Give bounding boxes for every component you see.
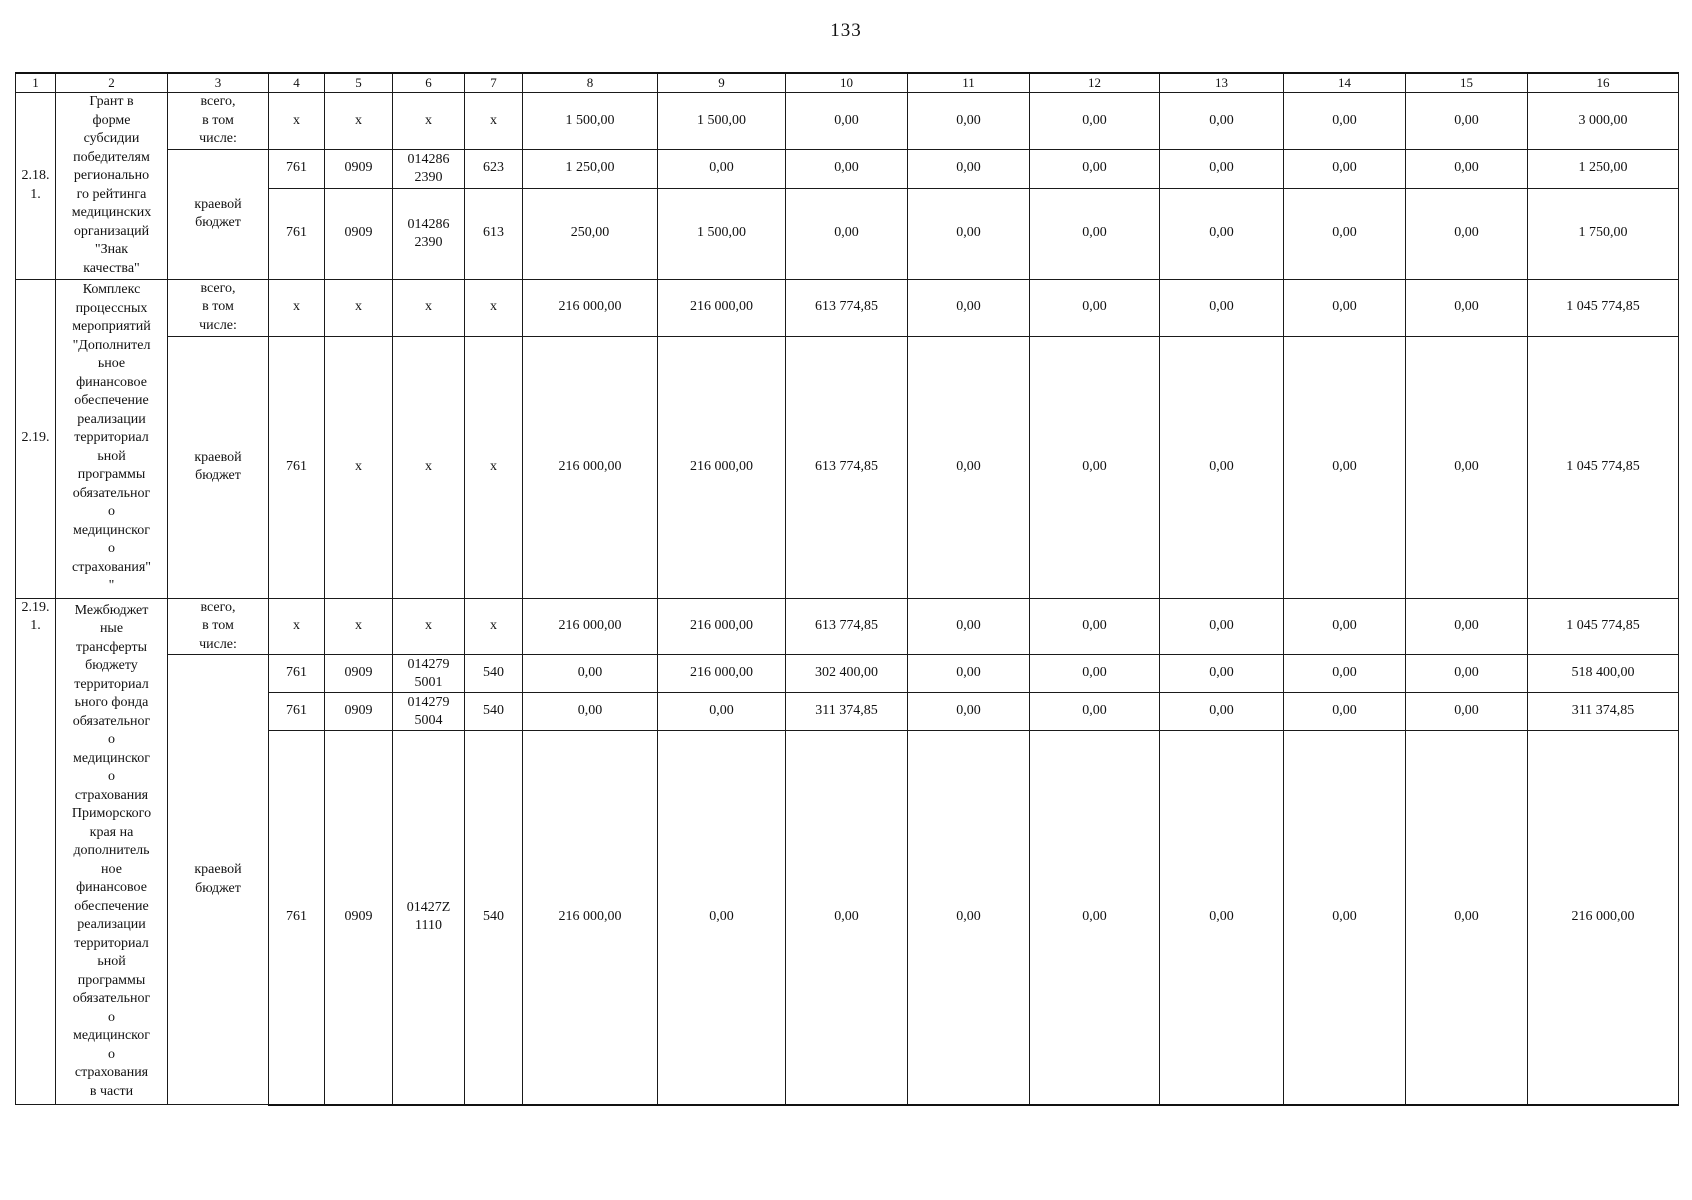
amount-cell: 311 374,85 xyxy=(1528,693,1679,731)
amount-cell: 0,00 xyxy=(1284,149,1406,188)
table-cell: x xyxy=(325,93,393,150)
amount-cell: 250,00 xyxy=(523,188,658,279)
table-cell: x xyxy=(325,336,393,598)
column-number: 11 xyxy=(908,73,1030,93)
table-cell: 761 xyxy=(269,149,325,188)
column-number: 12 xyxy=(1030,73,1160,93)
amount-cell: 0,00 xyxy=(1284,731,1406,1105)
target-article-code: 014279 5001 xyxy=(393,655,465,693)
amount-cell: 1 045 774,85 xyxy=(1528,279,1679,336)
table-cell: x xyxy=(465,336,523,598)
amount-cell: 0,00 xyxy=(786,188,908,279)
amount-cell: 0,00 xyxy=(658,693,786,731)
amount-cell: 0,00 xyxy=(1284,598,1406,655)
amount-cell: 0,00 xyxy=(1160,149,1284,188)
table-cell: x xyxy=(393,279,465,336)
column-number: 14 xyxy=(1284,73,1406,93)
amount-cell: 0,00 xyxy=(908,655,1030,693)
amount-cell: 0,00 xyxy=(1030,731,1160,1105)
column-number: 7 xyxy=(465,73,523,93)
funding-source: краевой бюджет xyxy=(168,655,269,1105)
table-cell: 761 xyxy=(269,731,325,1105)
amount-cell: 0,00 xyxy=(1160,336,1284,598)
table-cell: x xyxy=(269,93,325,150)
amount-cell: 0,00 xyxy=(786,731,908,1105)
amount-cell: 311 374,85 xyxy=(786,693,908,731)
amount-cell: 0,00 xyxy=(1030,188,1160,279)
amount-cell: 0,00 xyxy=(523,655,658,693)
amount-cell: 0,00 xyxy=(908,93,1030,150)
table-cell: 0909 xyxy=(325,149,393,188)
amount-cell: 0,00 xyxy=(1030,93,1160,150)
measure-name: Грант в форме субсидии победителям регионально го рейтинга медицинских организаций "Знак качества" xyxy=(56,93,168,280)
table-cell: x xyxy=(325,279,393,336)
amount-cell: 0,00 xyxy=(1030,598,1160,655)
page-number: 133 xyxy=(830,20,862,41)
amount-cell: 216 000,00 xyxy=(658,598,786,655)
column-number: 5 xyxy=(325,73,393,93)
amount-cell: 613 774,85 xyxy=(786,598,908,655)
amount-cell: 0,00 xyxy=(908,693,1030,731)
amount-cell: 0,00 xyxy=(1160,93,1284,150)
amount-cell: 1 500,00 xyxy=(658,188,786,279)
amount-cell: 613 774,85 xyxy=(786,336,908,598)
funding-source: краевой бюджет xyxy=(168,336,269,598)
table-row xyxy=(16,149,1679,188)
amount-cell: 0,00 xyxy=(1160,693,1284,731)
table-cell: x xyxy=(465,93,523,150)
funding-source: краевой бюджет xyxy=(168,149,269,279)
amount-cell: 0,00 xyxy=(1160,279,1284,336)
table-row xyxy=(16,279,1679,336)
amount-cell: 0,00 xyxy=(1160,731,1284,1105)
column-number: 16 xyxy=(1528,73,1679,93)
table-cell: 540 xyxy=(465,731,523,1105)
amount-cell: 3 000,00 xyxy=(1528,93,1679,150)
table-cell: 613 xyxy=(465,188,523,279)
column-number: 13 xyxy=(1160,73,1284,93)
funding-source: всего, в том числе: xyxy=(168,279,269,336)
amount-cell: 216 000,00 xyxy=(523,279,658,336)
target-article-code: 014279 5004 xyxy=(393,693,465,731)
amount-cell: 0,00 xyxy=(1030,336,1160,598)
table-row xyxy=(16,598,1679,655)
amount-cell: 0,00 xyxy=(658,731,786,1105)
amount-cell: 0,00 xyxy=(1406,598,1528,655)
amount-cell: 0,00 xyxy=(1406,731,1528,1105)
table-cell: 761 xyxy=(269,188,325,279)
amount-cell: 0,00 xyxy=(1030,655,1160,693)
column-number: 3 xyxy=(168,73,269,93)
table-cell: x xyxy=(465,279,523,336)
amount-cell: 1 045 774,85 xyxy=(1528,598,1679,655)
column-number: 15 xyxy=(1406,73,1528,93)
amount-cell: 0,00 xyxy=(908,336,1030,598)
amount-cell: 0,00 xyxy=(1030,693,1160,731)
amount-cell: 0,00 xyxy=(908,598,1030,655)
amount-cell: 0,00 xyxy=(908,188,1030,279)
amount-cell: 1 250,00 xyxy=(1528,149,1679,188)
amount-cell: 0,00 xyxy=(908,731,1030,1105)
amount-cell: 216 000,00 xyxy=(523,336,658,598)
table-row xyxy=(16,655,1679,693)
column-number: 6 xyxy=(393,73,465,93)
budget-table xyxy=(15,72,1679,1106)
table-row xyxy=(16,336,1679,598)
amount-cell: 0,00 xyxy=(1284,188,1406,279)
funding-source: всего, в том числе: xyxy=(168,598,269,655)
amount-cell: 1 045 774,85 xyxy=(1528,336,1679,598)
amount-cell: 0,00 xyxy=(1406,336,1528,598)
amount-cell: 0,00 xyxy=(1406,93,1528,150)
amount-cell: 0,00 xyxy=(523,693,658,731)
amount-cell: 0,00 xyxy=(786,93,908,150)
table-cell: x xyxy=(465,598,523,655)
amount-cell: 0,00 xyxy=(908,149,1030,188)
table-cell: 761 xyxy=(269,336,325,598)
target-article-code: 014286 2390 xyxy=(393,188,465,279)
amount-cell: 0,00 xyxy=(786,149,908,188)
amount-cell: 0,00 xyxy=(1030,279,1160,336)
table-cell: x xyxy=(269,279,325,336)
amount-cell: 216 000,00 xyxy=(658,336,786,598)
amount-cell: 216 000,00 xyxy=(1528,731,1679,1105)
amount-cell: 0,00 xyxy=(1406,279,1528,336)
amount-cell: 0,00 xyxy=(1284,655,1406,693)
amount-cell: 1 500,00 xyxy=(658,93,786,150)
column-number: 2 xyxy=(56,73,168,93)
table-cell: 540 xyxy=(465,693,523,731)
table-cell: 540 xyxy=(465,655,523,693)
amount-cell: 0,00 xyxy=(1160,655,1284,693)
amount-cell: 1 500,00 xyxy=(523,93,658,150)
table-cell: 0909 xyxy=(325,693,393,731)
table-cell: 761 xyxy=(269,693,325,731)
section-number: 2.19. xyxy=(16,279,56,598)
amount-cell: 0,00 xyxy=(1406,693,1528,731)
amount-cell: 0,00 xyxy=(1406,149,1528,188)
amount-cell: 0,00 xyxy=(1030,149,1160,188)
funding-source: всего, в том числе: xyxy=(168,93,269,150)
amount-cell: 216 000,00 xyxy=(658,655,786,693)
target-article-code: 01427Z 1110 xyxy=(393,731,465,1105)
table-cell: x xyxy=(393,93,465,150)
table-cell: x xyxy=(269,598,325,655)
amount-cell: 0,00 xyxy=(1284,336,1406,598)
column-numbers-row xyxy=(16,73,1679,93)
amount-cell: 0,00 xyxy=(1160,598,1284,655)
amount-cell: 216 000,00 xyxy=(523,598,658,655)
table-cell: x xyxy=(393,598,465,655)
amount-cell: 0,00 xyxy=(1406,188,1528,279)
measure-name: Комплекс процессных мероприятий "Дополнител ьное финансовое обеспечение реализации территориал ьной программы обязательног о медицинског о страхования" " xyxy=(56,279,168,598)
section-number: 2.18. 1. xyxy=(16,93,56,280)
column-number: 1 xyxy=(16,73,56,93)
amount-cell: 216 000,00 xyxy=(658,279,786,336)
column-number: 9 xyxy=(658,73,786,93)
amount-cell: 1 250,00 xyxy=(523,149,658,188)
target-article-code: 014286 2390 xyxy=(393,149,465,188)
amount-cell: 0,00 xyxy=(908,279,1030,336)
measure-name: Межбюджет ные трансферты бюджету территориал ьного фонда обязательног о медицинског о страхования Приморского края на дополнитель ное финансовое обеспечение реализации территориал ьной программы обязательног о медицинског о страхования в части xyxy=(56,598,168,1105)
amount-cell: 0,00 xyxy=(1284,693,1406,731)
section-number: 2.19. 1. xyxy=(16,598,56,1105)
amount-cell: 0,00 xyxy=(1160,188,1284,279)
table-cell: x xyxy=(325,598,393,655)
table-cell: 0909 xyxy=(325,655,393,693)
amount-cell: 518 400,00 xyxy=(1528,655,1679,693)
column-number: 4 xyxy=(269,73,325,93)
column-number: 10 xyxy=(786,73,908,93)
table-cell: 0909 xyxy=(325,731,393,1105)
column-number: 8 xyxy=(523,73,658,93)
table-cell: 0909 xyxy=(325,188,393,279)
amount-cell: 0,00 xyxy=(658,149,786,188)
amount-cell: 613 774,85 xyxy=(786,279,908,336)
amount-cell: 216 000,00 xyxy=(523,731,658,1105)
amount-cell: 302 400,00 xyxy=(786,655,908,693)
table-row xyxy=(16,93,1679,150)
amount-cell: 0,00 xyxy=(1284,279,1406,336)
amount-cell: 1 750,00 xyxy=(1528,188,1679,279)
amount-cell: 0,00 xyxy=(1406,655,1528,693)
table-cell: 623 xyxy=(465,149,523,188)
amount-cell: 0,00 xyxy=(1284,93,1406,150)
table-cell: 761 xyxy=(269,655,325,693)
table-cell: x xyxy=(393,336,465,598)
